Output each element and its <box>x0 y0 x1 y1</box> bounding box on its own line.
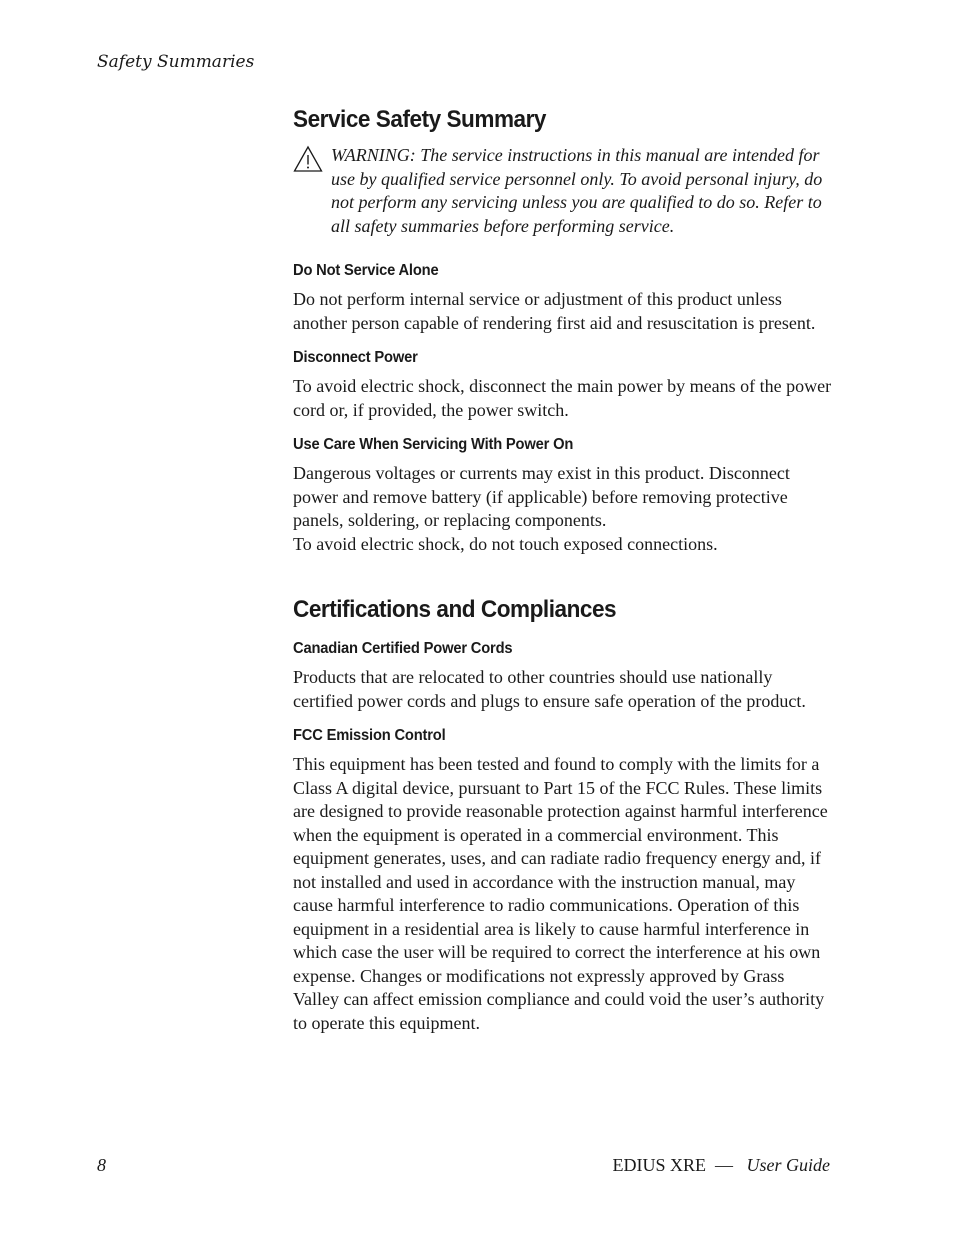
certifications-title: Certifications and Compliances <box>293 596 617 623</box>
subsection-body: This equipment has been tested and found to comply with the limits for a Class A digital device, pursuant to Part 15 of the FCC Rules. These limits are designed to provide reasonable protection against harmful interference when the equipment is operated in a commercial environment. This equipment generates, uses, and can radiate radio frequency energy and, if not installed and used in accordance with the instruction manual, may cause harmful interference to radio communications. Operation of this equipment in a residential area is likely to cause harmful interference in which case the user will be required to correct the interference at his own expense. Changes or modifications not expressly approved by Grass Valley can affect emission compliance and could void the user’s authority to operate this equipment. <box>293 754 828 1033</box>
subsection-canadian-power-cords <box>293 640 833 713</box>
subsection-disconnect-power <box>293 349 833 422</box>
subsection-title: FCC Emission Control <box>293 727 446 744</box>
subsection-title: Disconnect Power <box>293 349 418 366</box>
subsection-body: Products that are relocated to other countries should use nationally certified power cords and plugs to ensure safe operation of the product. <box>293 667 806 711</box>
service-warning <box>293 144 833 238</box>
warning-text: WARNING: The service instructions in this manual are intended for use by qualified service personnel only. To avoid personal injury, do not perform any servicing unless you are qualified to do so. Refer to all safety summaries before performing service. <box>331 145 823 236</box>
subsection-body: Dangerous voltages or currents may exist in this product. Disconnect power and remove battery (if applicable) before removing protective panels, soldering, or replacing components. <box>293 463 790 530</box>
subsection-fcc-emission <box>293 727 833 1035</box>
running-head: Safety Summaries <box>97 52 255 72</box>
subsection-body: Do not perform internal service or adjustment of this product unless another person capable of rendering first aid and resuscitation is present. <box>293 289 816 333</box>
subsection-title: Use Care When Servicing With Power On <box>293 436 574 453</box>
footer-guide: User Guide <box>746 1155 830 1175</box>
page-number: 8 <box>97 1155 106 1175</box>
footer-separator: — <box>715 1155 733 1175</box>
service-safety-title: Service Safety Summary <box>293 106 547 133</box>
warning-triangle-icon <box>293 145 323 173</box>
subsection-body: To avoid electric shock, disconnect the main power by means of the power cord or, if provided, the power switch. <box>293 376 832 420</box>
subsection-body-continued: To avoid electric shock, do not touch exposed connections. <box>293 533 718 554</box>
page-content <box>293 106 833 1049</box>
subsection-do-not-service-alone <box>293 262 833 335</box>
subsection-title: Canadian Certified Power Cords <box>293 640 513 657</box>
footer-product: EDIUS XRE <box>612 1155 706 1175</box>
subsection-use-care <box>293 436 833 556</box>
subsection-title: Do Not Service Alone <box>293 262 439 279</box>
footer-title <box>613 1155 831 1176</box>
